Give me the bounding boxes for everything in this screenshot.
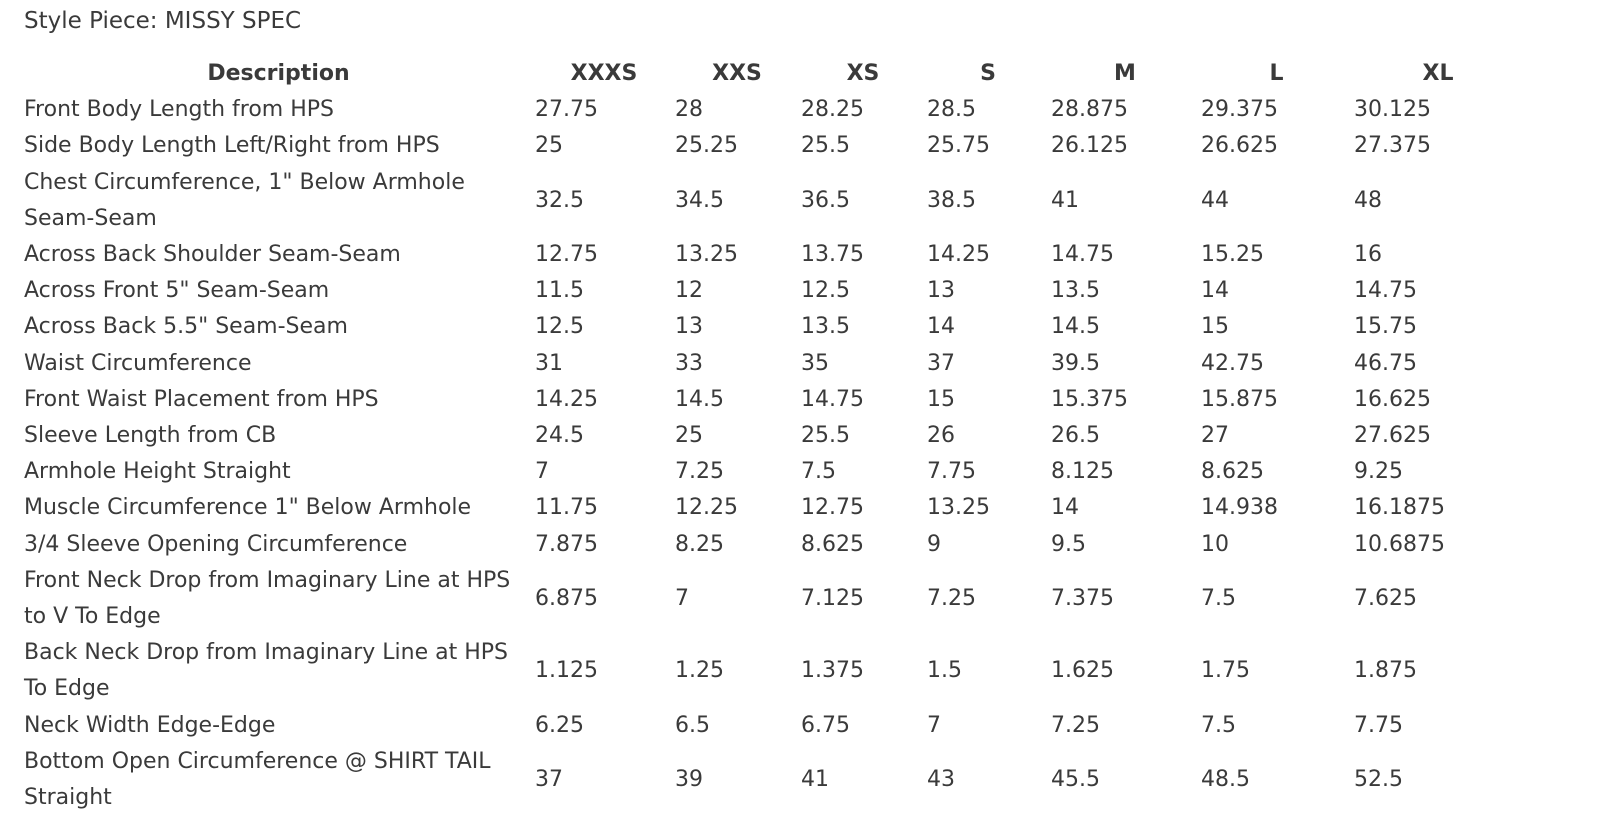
measurement-value-xxs: 6.5 [675,712,710,738]
measurement-value-xs: 8.625 [801,531,864,557]
measurement-value-xxxs: 11.75 [535,495,598,521]
measurement-value-s: 43 [927,766,955,792]
table-row [22,273,1522,309]
measurement-value-xs: 6.75 [801,712,850,738]
measurement-value-xl: 48 [1354,187,1382,213]
measurement-value-xs: 36.5 [801,187,850,213]
measurement-value-xs: 14.75 [801,386,864,412]
table-row [22,346,1522,382]
column-header-s: S [980,61,996,86]
measurement-description: Across Back 5.5" Seam-Seam [24,314,348,340]
column-header-m: M [1114,61,1136,86]
measurement-value-l: 7.5 [1201,585,1236,611]
measurement-value-xl: 16 [1354,242,1382,268]
measurement-value-l: 15.875 [1201,386,1278,412]
measurement-value-xl: 30.125 [1354,97,1431,123]
measurement-value-m: 13.5 [1051,278,1100,304]
measurement-value-s: 14 [927,314,955,340]
table-body [22,92,1522,816]
measurement-value-xxxs: 7 [535,459,549,485]
measurement-value-xxxs: 31 [535,350,563,376]
measurement-value-xs: 13.5 [801,314,850,340]
measurement-value-xl: 1.875 [1354,658,1417,684]
measurement-value-l: 44 [1201,187,1229,213]
measurement-description: Side Body Length Left/Right from HPS [24,133,440,159]
measurement-value-xs: 13.75 [801,242,864,268]
style-piece-title: Style Piece: MISSY SPEC [24,8,302,34]
measurement-value-xxxs: 6.875 [535,585,598,611]
measurement-value-m: 26.125 [1051,133,1128,159]
measurement-value-s: 13.25 [927,495,990,521]
measurement-value-xs: 28.25 [801,97,864,123]
measurement-value-xxs: 14.5 [675,386,724,412]
measurement-value-xxs: 1.25 [675,658,724,684]
measurement-value-l: 26.625 [1201,133,1278,159]
measurement-value-s: 13 [927,278,955,304]
measurement-description: Front Waist Placement from HPS [24,386,379,412]
table-row [22,490,1522,526]
table-row [22,744,1522,816]
measurement-value-s: 26 [927,423,955,449]
measurement-value-l: 15.25 [1201,242,1264,268]
header-row [22,56,1522,92]
measurement-value-xl: 7.625 [1354,585,1417,611]
measurement-value-xs: 41 [801,766,829,792]
measurement-value-l: 15 [1201,314,1229,340]
measurement-value-m: 7.375 [1051,585,1114,611]
measurement-value-m: 1.625 [1051,658,1114,684]
measurement-value-xl: 7.75 [1354,712,1403,738]
measurement-value-xs: 35 [801,350,829,376]
measurement-value-xl: 10.6875 [1354,531,1445,557]
measurement-description: Front Body Length from HPS [24,97,335,123]
measurement-value-xxs: 25 [675,423,703,449]
measurement-value-s: 7 [927,712,941,738]
measurement-value-xxs: 8.25 [675,531,724,557]
measurement-description: Muscle Circumference 1" Below Armhole [24,495,472,521]
measurement-value-s: 38.5 [927,187,976,213]
measurement-value-xxs: 25.25 [675,133,738,159]
table-row [22,382,1522,418]
measurement-value-xs: 25.5 [801,133,850,159]
measurement-value-s: 1.5 [927,658,962,684]
measurement-value-xl: 16.625 [1354,386,1431,412]
measurement-value-xl: 27.625 [1354,423,1431,449]
measurement-value-m: 15.375 [1051,386,1128,412]
measurement-value-m: 45.5 [1051,766,1100,792]
measurement-value-s: 9 [927,531,941,557]
table-row [22,635,1522,707]
measurement-value-m: 8.125 [1051,459,1114,485]
measurement-value-xxxs: 11.5 [535,278,584,304]
table-row [22,165,1522,237]
measurement-value-l: 8.625 [1201,459,1264,485]
measurement-value-xl: 46.75 [1354,350,1417,376]
measurement-value-xxxs: 14.25 [535,386,598,412]
measurement-value-xxs: 28 [675,97,703,123]
measurement-value-m: 26.5 [1051,423,1100,449]
measurement-value-xs: 1.375 [801,658,864,684]
measurement-description: Across Back Shoulder Seam-Seam [24,242,401,268]
measurement-value-xxs: 13 [675,314,703,340]
measurement-value-m: 9.5 [1051,531,1086,557]
measurement-value-xs: 12.5 [801,278,850,304]
measurement-value-xxxs: 1.125 [535,658,598,684]
measurement-value-xl: 9.25 [1354,459,1403,485]
measurement-value-s: 15 [927,386,955,412]
measurement-value-s: 25.75 [927,133,990,159]
column-header-xxs: XXS [712,61,762,86]
measurement-value-xl: 27.375 [1354,133,1431,159]
measurement-value-l: 1.75 [1201,658,1250,684]
measurement-value-xl: 15.75 [1354,314,1417,340]
measurement-value-xxs: 13.25 [675,242,738,268]
measurement-value-m: 39.5 [1051,350,1100,376]
measurement-value-xxs: 33 [675,350,703,376]
measurement-value-l: 14 [1201,278,1229,304]
column-header-xs: XS [846,61,880,86]
measurement-value-xxxs: 25 [535,133,563,159]
measurement-value-xl: 16.1875 [1354,495,1445,521]
measurement-description: 3/4 Sleeve Opening Circumference [24,531,408,557]
measurement-value-xxxs: 27.75 [535,97,598,123]
table-row [22,237,1522,273]
measurement-value-l: 48.5 [1201,766,1250,792]
measurement-value-l: 27 [1201,423,1229,449]
table-row [22,563,1522,635]
size-spec-table [22,56,1522,816]
measurement-value-xxxs: 37 [535,766,563,792]
measurement-description: Neck Width Edge-Edge [24,712,276,738]
measurement-value-m: 41 [1051,187,1079,213]
table-row [22,708,1522,744]
measurement-value-xxs: 34.5 [675,187,724,213]
measurement-value-xxxs: 32.5 [535,187,584,213]
measurement-value-s: 37 [927,350,955,376]
measurement-value-xxxs: 24.5 [535,423,584,449]
measurement-value-xxs: 7.25 [675,459,724,485]
column-header-xl: XL [1422,61,1454,86]
measurement-description: Armhole Height Straight [24,459,291,485]
measurement-description: Chest Circumference, 1" Below Armhole Seam-Seam [24,169,465,231]
table-row [22,92,1522,128]
table-row [22,418,1522,454]
measurement-value-s: 28.5 [927,97,976,123]
measurement-value-xs: 7.5 [801,459,836,485]
measurement-value-s: 7.75 [927,459,976,485]
measurement-value-s: 7.25 [927,585,976,611]
measurement-description: Front Neck Drop from Imaginary Line at HPS to V To Edge [24,567,511,630]
measurement-description: Across Front 5" Seam-Seam [24,278,330,304]
measurement-value-xxs: 7 [675,585,689,611]
measurement-value-l: 42.75 [1201,350,1264,376]
measurement-value-xxxs: 12.75 [535,242,598,268]
measurement-description: Bottom Open Circumference @ SHIRT TAIL Straight [24,748,491,811]
measurement-description: Back Neck Drop from Imaginary Line at HPS To Edge [24,640,509,702]
measurement-value-s: 14.25 [927,242,990,268]
measurement-value-m: 14.75 [1051,242,1114,268]
column-header-l: L [1269,61,1284,86]
measurement-value-xs: 25.5 [801,423,850,449]
column-header-xxxs: XXXS [570,61,638,86]
measurement-description: Waist Circumference [24,350,252,376]
measurement-value-l: 29.375 [1201,97,1278,123]
measurement-value-xxs: 12.25 [675,495,738,521]
measurement-value-l: 10 [1201,531,1229,557]
measurement-value-xxs: 39 [675,766,703,792]
measurement-value-l: 14.938 [1201,495,1278,521]
measurement-value-m: 7.25 [1051,712,1100,738]
measurement-value-xs: 7.125 [801,585,864,611]
measurement-value-xs: 12.75 [801,495,864,521]
measurement-value-m: 28.875 [1051,97,1128,123]
column-header-description: Description [207,61,350,86]
measurement-description: Sleeve Length from CB [24,423,277,449]
measurement-value-xxs: 12 [675,278,703,304]
measurement-value-xxxs: 7.875 [535,531,598,557]
table-row [22,527,1522,563]
table-row [22,454,1522,490]
measurement-value-xxxs: 12.5 [535,314,584,340]
measurement-value-xl: 52.5 [1354,766,1403,792]
measurement-value-m: 14 [1051,495,1079,521]
measurement-value-l: 7.5 [1201,712,1236,738]
table-header [22,56,1522,92]
table-row [22,309,1522,345]
measurement-value-xl: 14.75 [1354,278,1417,304]
table-row [22,128,1522,164]
measurement-value-xxxs: 6.25 [535,712,584,738]
measurement-value-m: 14.5 [1051,314,1100,340]
